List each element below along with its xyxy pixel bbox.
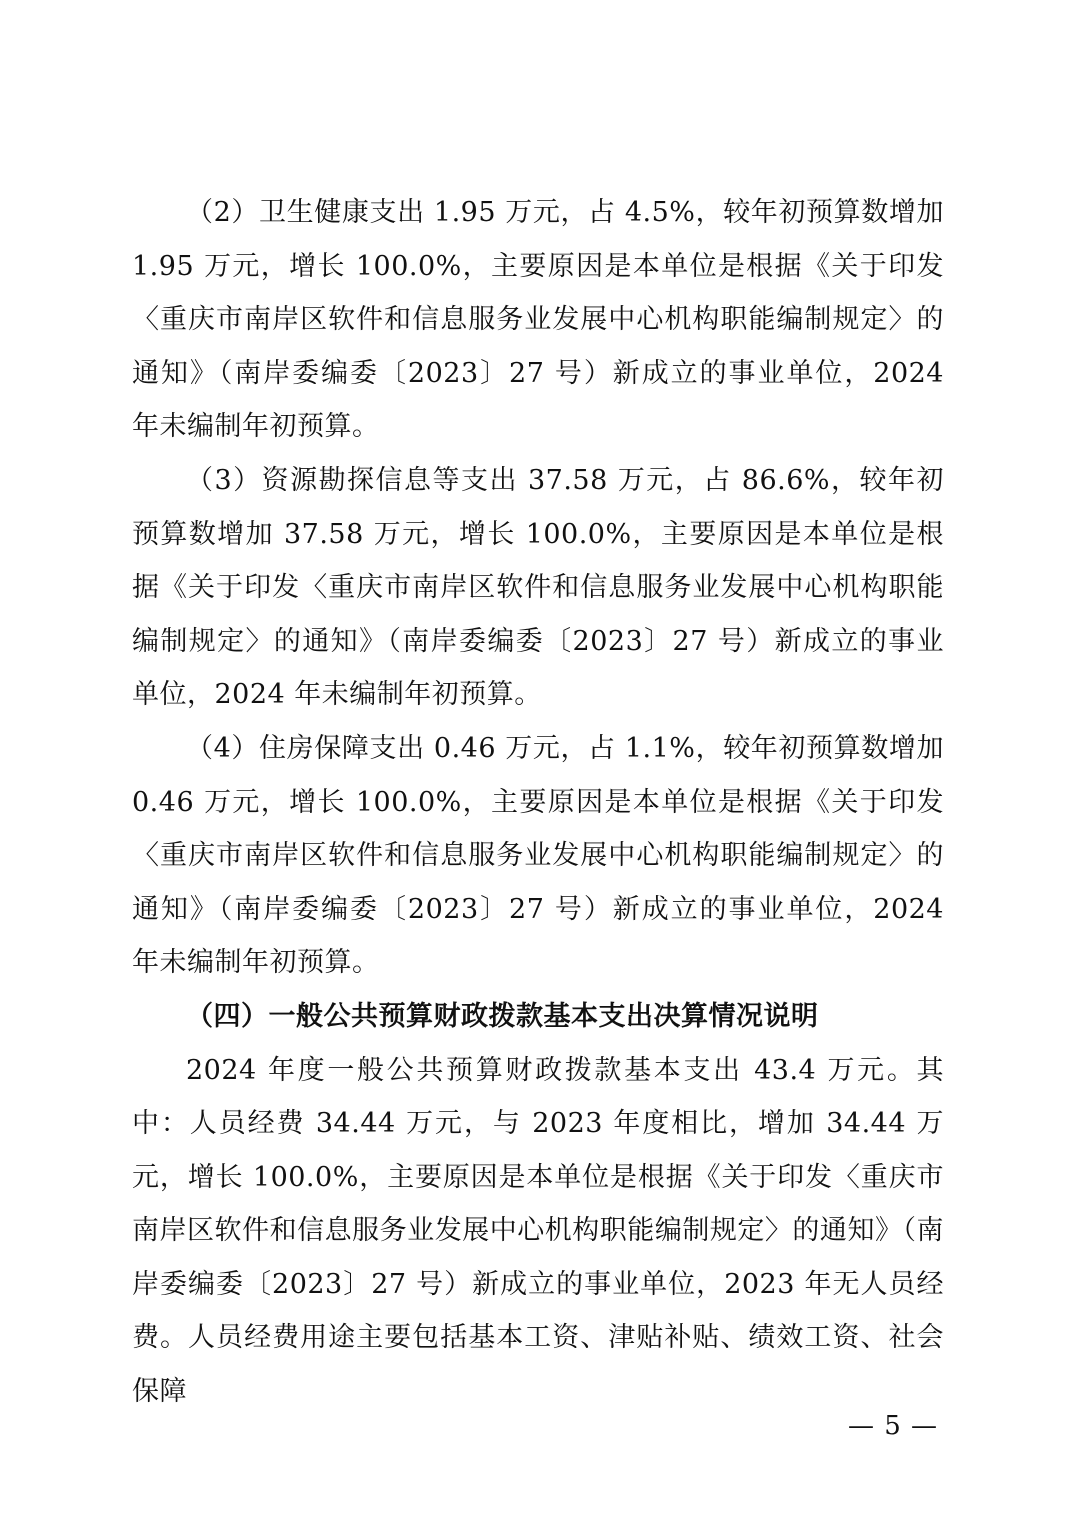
paragraph-housing-expenditure: （4）住房保障支出 0.46 万元，占 1.1%，较年初预算数增加 0.46 万元，增长 100.0%，主要原因是本单位是根据《关于印发〈重庆市南岸区软件和信息服务业发展中心机构职能编制规定〉的通知》（南岸委编委〔2023〕27 号）新成立的事业单位，2024 年未编制年初预算。 xyxy=(132,732,944,979)
section-heading: （四）一般公共预算财政拨款基本支出决算情况说明 xyxy=(186,1000,819,1032)
page-number: — 5 — xyxy=(847,1411,939,1441)
paragraph-health-expenditure: （2）卫生健康支出 1.95 万元，占 4.5%，较年初预算数增加 1.95 万元，增长 100.0%，主要原因是本单位是根据《关于印发〈重庆市南岸区软件和信息服务业发展中心机构职能编制规定〉的通知》（南岸委编委〔2023〕27 号）新成立的事业单位，2024 年未编制年初预算。 xyxy=(132,197,944,443)
paragraph-resource-expenditure: （3）资源勘探信息等支出 37.58 万元，占 86.6%，较年初预算数增加 37.58 万元，增长 100.0%，主要原因是本单位是根据《关于印发〈重庆市南岸区软件和信息服务业发展中心机构职能编制规定〉的通知》（南岸委编委〔2023〕27 号）新成立的事业单位，2024 年未编制年初预算。 xyxy=(132,464,944,711)
paragraph-basic-expenditure: 2024 年度一般公共预算财政拨款基本支出 43.4 万元。其中：人员经费 34.44 万元，与 2023 年度相比，增加 34.44 万元，增长 100.0%，主要原因是本单位是根据《关于印发〈重庆市南岸区软件和信息服务业发展中心机构职能编制规定〉的通知》（南岸委编委〔2023〕27 号）新成立的事业单位，2023 年无人员经费。人员经费用途主要包括基本工资、津贴补贴、绩效工资、社会保障 xyxy=(132,1054,944,1408)
page-body xyxy=(132,186,944,1419)
